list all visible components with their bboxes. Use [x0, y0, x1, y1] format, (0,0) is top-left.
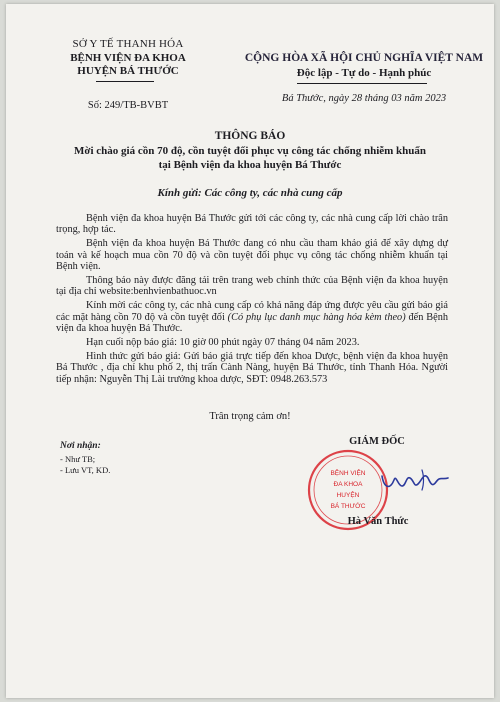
stamp-text: BỆNH VIỆN — [330, 470, 366, 477]
recipient-item: - Như TB; — [60, 454, 96, 464]
subject-line-2: tại Bệnh viện đa khoa huyện Bá Thước — [158, 159, 342, 171]
org-line-1: SỞ Y TẾ THANH HÓA — [72, 38, 184, 50]
invitation-text: Kính mời các công ty, các nhà cung cấp có khả năng đáp ứng được yêu cầu gửi báo giá các mặt hàng cồn 70 độ và cồn tuyệt đối — [56, 300, 448, 323]
recipients-label: Nơi nhận: — [60, 441, 101, 451]
handwritten-signature — [378, 466, 452, 494]
nation-title: CỘNG HÒA XÃ HỘI CHỦ NGHĨA VIỆT NAM — [244, 52, 484, 64]
document-title: THÔNG BÁO — [214, 130, 286, 142]
paragraph-greeting: Bệnh viện đa khoa huyện Bá Thước gửi tới các công ty, các nhà cung cấp lời chào trân trọng, hợp tác. — [56, 213, 448, 236]
place-date: Bá Thước, ngày 28 tháng 03 năm 2023 — [281, 93, 447, 104]
paragraph-invitation — [56, 300, 448, 334]
document-body — [56, 213, 448, 388]
invitation-text-end: đến Bệnh viện đa khoa huyện Bá Thước. — [56, 311, 448, 335]
stamp-text: ĐA KHOA — [333, 481, 363, 488]
document-number: Số: 249/TB-BVBT — [87, 100, 169, 111]
org-line-2: BỆNH VIỆN ĐA KHOA — [70, 52, 186, 64]
paragraph-submission: Hình thức gửi báo giá: Gửi báo giá trực tiếp đến khoa Dược, bệnh viện đa khoa huyện Bá Thước , địa chỉ khu phố 2, thị trấn Cành Nàng, huyện Bá Thước, tỉnh Thanh Hóa. Người tiếp nhận: Nguyễn Thị Lài trưởng khoa dược, SĐT: 0948.263.573 — [56, 350, 448, 385]
nation-motto: Độc lập - Tự do - Hạnh phúc — [296, 67, 432, 79]
stamp-text: BÁ THƯỚC — [330, 503, 366, 510]
motto-underline — [297, 83, 427, 84]
signer-name: Hà Văn Thức — [347, 516, 409, 527]
closing-thanks: Trân trọng cảm ơn! — [209, 411, 291, 422]
org-underline — [96, 81, 154, 82]
subject-line-1: Mời chào giá cồn 70 độ, cồn tuyệt đối phục vụ công tác chống nhiễm khuẩn — [73, 145, 427, 157]
paragraph-need: Bệnh viện đa khoa huyện Bá Thước đang có nhu cầu tham khảo giá để xây dựng dự toán và kế hoạch mua cồn 70 độ và cồn tuyệt đối phục vụ công tác chống nhiễm khuẩn tại Bệnh viện. — [56, 238, 448, 273]
paragraph-deadline: Hạn cuối nộp báo giá: 10 giờ 00 phút ngày 07 tháng 04 năm 2023. — [86, 337, 360, 349]
recipient-item: - Lưu VT, KD. — [60, 465, 111, 475]
invitation-appendix-note: (Có phụ lục danh mục hàng hóa kèm theo) — [227, 311, 406, 323]
org-line-3: HUYỆN BÁ THƯỚC — [77, 65, 179, 77]
paragraph-website: Thông báo này được đăng tải trên trang web chính thức của Bệnh viện đa khoa huyện tại địa chỉ website:benhvienbathuoc.vn — [56, 275, 448, 298]
signer-title: GIÁM ĐỐC — [349, 436, 405, 447]
recipient-salutation: Kính gửi: Các công ty, các nhà cung cấp — [157, 187, 343, 199]
document-page — [6, 4, 494, 698]
stamp-text: HUYỆN — [336, 492, 360, 499]
